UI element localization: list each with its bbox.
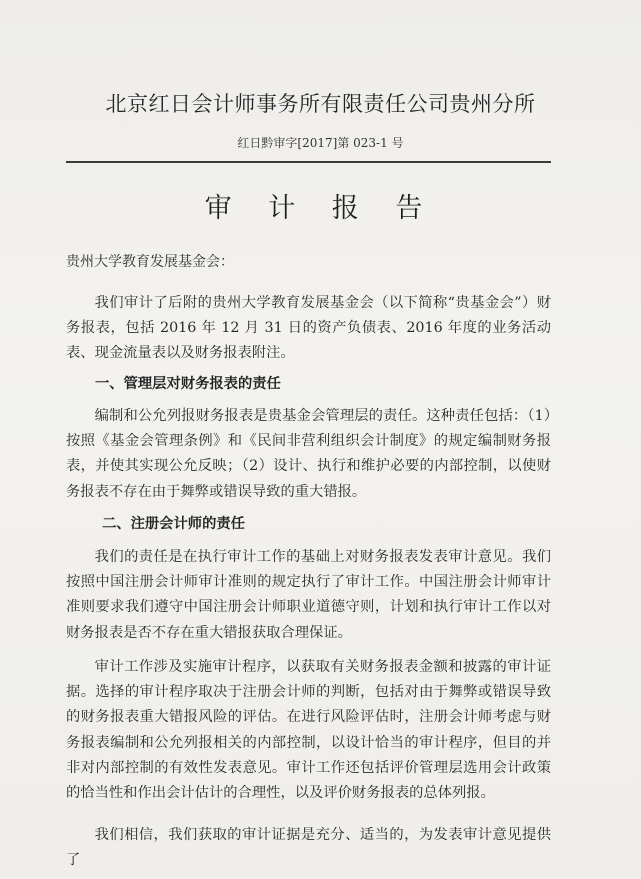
header-divider: [66, 161, 551, 163]
section1-heading: 一、管理层对财务报表的责任: [95, 376, 281, 392]
section2-paragraph-1: 我们的责任是在执行审计工作的基础上对财务报表发表审计意见。我们按照中国注册会计师审计准则的规定执行了审计工作。中国注册会计师审计准则要求我们遵守中国注册会计师职业道德守则，计划和执行审计工作以对财务报表是否不存在重大错报获取合理保证。: [66, 549, 551, 641]
section2-heading: 二、注册会计师的责任: [102, 516, 245, 532]
firm-name: 北京红日会计师事务所有限责任公司贵州分所: [105, 92, 536, 116]
section2-paragraph-2: 审计工作涉及实施审计程序，以获取有关财务报表金额和披露的审计证据。选择的审计程序取决于注册会计师的判断，包括对由于舞弊或错误导致的财务报表重大错报风险的评估。在进行风险评估时，注册会计师考虑与财务报表编制和公允列报相关的内部控制，以设计恰当的审计程序，但目的并非对内部控制的有效性发表意见。审计工作还包括评价管理层选用会计政策的恰当性和作出会计估计的合理性，以及评价财务报表的总体列报。: [66, 659, 551, 802]
report-title: 审 计 报 告: [204, 193, 437, 224]
document-number: 红日黔审字[2017]第 023-1 号: [237, 136, 404, 150]
intro-paragraph: 我们审计了后附的贵州大学教育发展基金会（以下简称“贵基金会”）财务报表，包括 2016 年 12 月 31 日的资产负债表、2016 年度的业务活动表、现金流量表以及财务报表附注。: [66, 295, 551, 362]
section2-paragraph-3: 我们相信，我们获取的审计证据是充分、适当的，为发表审计意见提供了: [66, 827, 551, 869]
section1-body: 编制和公允列报财务报表是贵基金会管理层的责任。这种责任包括：（1）按照《基金会管理条例》和《民间非营利组织会计制度》的规定编制财务报表，并使其实现公允反映；（2）设计、执行和维护必要的内部控制，以使财务报表不存在由于舞弊或错误导致的重大错报。: [66, 408, 551, 500]
addressee: 贵州大学教育发展基金会：: [66, 254, 234, 270]
